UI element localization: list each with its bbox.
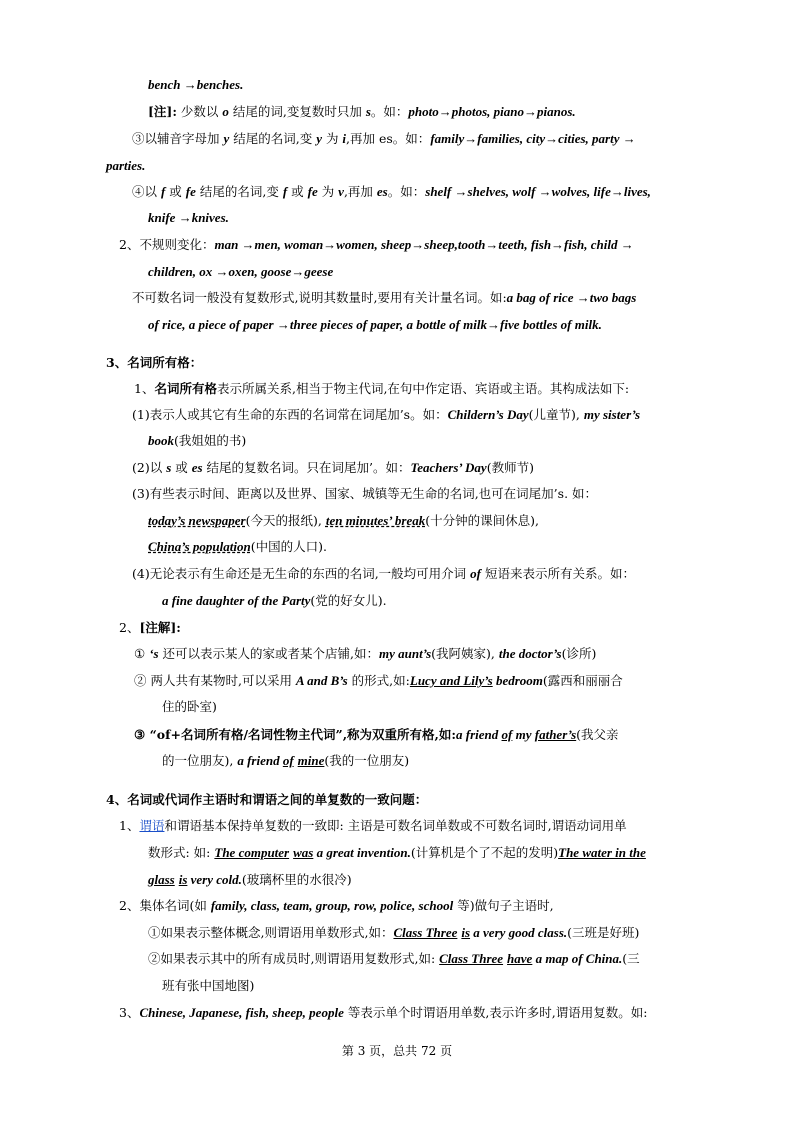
text-line: (1)表示人或其它有生命的东西的名词常在词尾加’s。如：Childern’s Day(儿童节), my sister’s	[132, 407, 641, 422]
text-line: book(我姐姐的书)	[148, 433, 247, 448]
text-line: ①如果表示整体概念,则谓语用单数形式,如：Class Three is a very good class.(三班是好班)	[148, 925, 640, 940]
text-line: today’s newspaper(今天的报纸), ten minutes’ break(十分钟的课间休息),	[148, 513, 539, 528]
text-line: (3)有些表示时间、距离以及世界、国家、城镇等无生命的名词,也可在词尾加’s. 如：	[132, 486, 598, 501]
text-line: knife →knives.	[148, 210, 229, 225]
text-line: 1、谓语和谓语基本保持单复数的一致即: 主语是可数名词单数或不可数名词时,谓语动词用单	[119, 818, 627, 833]
text-line: 2、不规则变化：man →men, woman→women, sheep→sheep,tooth→teeth, fish→fish, child →	[119, 237, 634, 252]
text-line: 3、Chinese, Japanese, fish, sheep, people 等表示单个时谓语用单数,表示许多时,谓语用复数。如:	[119, 1005, 648, 1020]
text-line: (4)无论表示有生命还是无生命的东西的名词,一般均可用介词 of 短语来表示所有关系。如：	[132, 566, 635, 581]
text-line: ④以 f 或 fe 结尾的名词,变 f 或 fe 为 v,再加 es。如：shelf →shelves, wolf →wolves, life→lives,	[132, 184, 651, 199]
text-line: ③以辅音字母加 y 结尾的名词,变 y 为 i,再加 es。如：family→families, city→cities, party →	[132, 131, 636, 146]
text-line: 2、集体名词(如 family, class, team, group, row, police, school 等)做句子主语时,	[119, 898, 554, 913]
text-line: ① ‘s 还可以表示某人的家或者某个店铺,如：my aunt’s(我阿姨家), the doctor’s(诊所)	[134, 646, 597, 661]
text-line: [注]: 少数以 o 结尾的词,变复数时只加 s。如：photo→photos, piano→pianos.	[148, 104, 576, 119]
text-line: 数形式: 如: The computer was a great invention.(计算机是个了不起的发明)The water in the	[148, 845, 646, 860]
predicate-link[interactable]: 谓语	[139, 818, 165, 833]
text-line: 1、名词所有格表示所属关系,相当于物主代词,在句中作定语、宾语或主语。其构成法如下:	[134, 381, 630, 396]
text-line: 班有张中国地图)	[162, 978, 255, 993]
text-line: ③ “of+名词所有格/名词性物主代词”,称为双重所有格,如:a friend of my father’s(我父亲	[134, 727, 619, 742]
text-line: of rice, a piece of paper →three pieces of paper, a bottle of milk→five bottles of milk.	[148, 317, 602, 332]
text-line: 不可数名词一般没有复数形式,说明其数量时,要用有关计量名词。如:a bag of rice →two bags	[132, 290, 637, 305]
text-line: 住的卧室)	[162, 699, 217, 714]
text-line: 2、[注解]:	[119, 620, 181, 635]
page-footer: 第 3 页，总共 72 页	[341, 1044, 453, 1058]
text-line: parties.	[106, 158, 146, 173]
section-heading: 4、名词或代词作主语时和谓语之间的单复数的一致问题：	[106, 792, 428, 807]
section-heading: 3、名词所有格：	[106, 355, 203, 370]
text-line: ② 两人共有某物时,可以采用 A and B’s 的形式,如:Lucy and Lily’s bedroom(露西和丽丽合	[134, 673, 623, 688]
text-line: a fine daughter of the Party(党的好女儿).	[162, 593, 387, 608]
text-line: bench →benches.	[148, 77, 244, 92]
text-line: ②如果表示其中的所有成员时,则谓语用复数形式,如: Class Three have a map of China.(三	[148, 951, 640, 966]
text-line: glass is very cold.(玻璃杯里的水很冷)	[148, 872, 352, 887]
text-line: children, ox →oxen, goose→geese	[148, 264, 334, 279]
text-line: China’s population(中国的人口).	[148, 539, 327, 554]
text-line: (2)以 s 或 es 结尾的复数名词。只在词尾加’。如：Teachers’ Day(教师节)	[132, 460, 534, 475]
text-line: 的一位朋友), a friend of mine(我的一位朋友)	[162, 753, 410, 768]
